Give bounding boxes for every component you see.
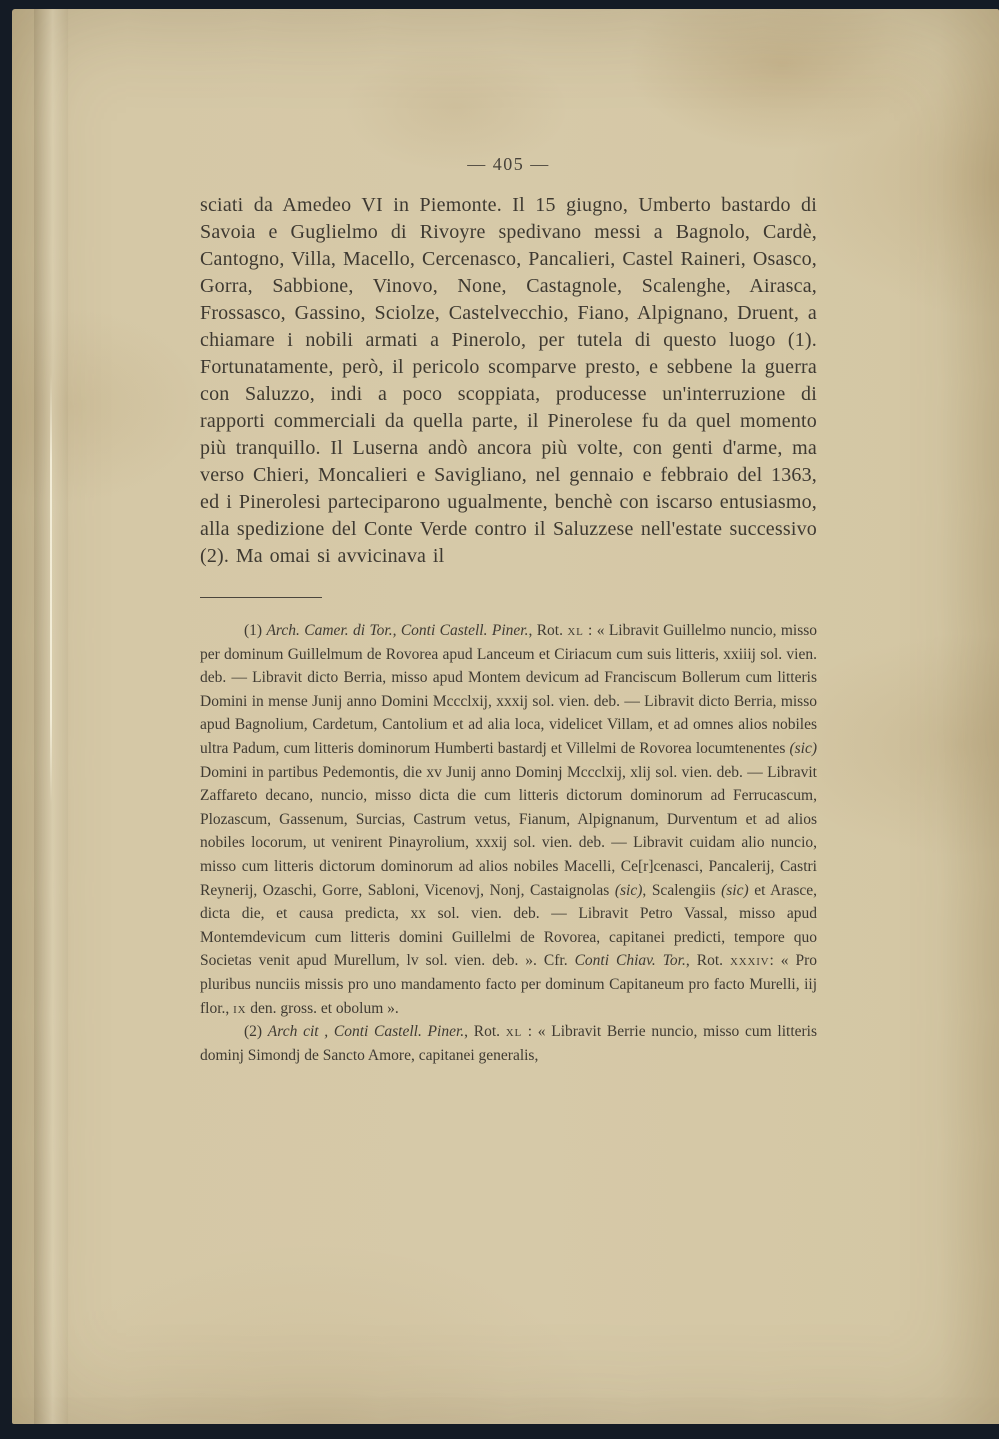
footnotes	[200, 619, 817, 1067]
footnote: (1) Arch. Camer. di Tor., Conti Castell. Piner., Rot. xl : « Libravit Guillelmo nuncio, misso per dominum Guillelmum de Rovorea apud Lanceum et Ciriacum cum suis litteris, xxiiij sol. vien. deb. — Libravit dicto Berria, misso apud Montem devicum ad Franciscum Bollerum cum litteris Domini in mense Junij anno Domini Mccclxij, xxxij sol. vien. deb. — Libravit dicto Berria, misso apud Bagnolium, Cardetum, Cantolium et ad alia loca, videlicet Villam, et ad omnes alios nobiles ultra Padum, cum litteris dominorum Humberti bastardj et Villelmi de Rovorea locumtenentes (sic) Domini in partibus Pedemontis, die xv Junij anno Dominj Mccclxij, xlij sol. vien. deb. — Libravit Zaffareto decano, nuncio, misso dicta die cum litteris dictorum dominorum ad Ferrucascum, Plozascum, Gassenum, Surcias, Castrum vetus, Fianum, Alpignanum, Durventum et ad alios nobiles locorum, ut venirent Pinayrolium, xxxij sol. vien. deb. — Libravit cuidam alio nuncio, misso cum litteris dictorum dominorum ad alios nobiles Macelli, Ce[r]cenasci, Pancalerij, Castri Reynerij, Ozaschi, Gorre, Sabloni, Vicenovj, Nonj, Castaignolas (sic), Scalengiis (sic) et Arasce, dicta die, et causa predicta, xx sol. vien. deb. — Libravit Petro Vassal, misso apud Montemdevicum cum litteris domini Guillelmi de Rovorea, capitanei predicti, tempore quo Societas venit apud Murellum, lv sol. vien. deb. ». Cfr. Conti Chiav. Tor., Rot. xxxiv: « Pro pluribus nunciis missis pro uno mandamento facto per dominum Capitaneum pro facto Murelli, iij flor., ix den. gross. et obolum ».	[200, 622, 818, 1017]
body-text: sciati da Amedeo VI in Piemonte. Il 15 giugno, Umberto bastardo di Savoia e Guglielmo di Rivoyre spedivano messi a Bagnolo, Cardè, Cantogno, Villa, Macello, Cercenasco, Pancalieri, Castel Raineri, Osasco, Gorra, Sabbione, Vinovo, None, Castagnole, Scalenghe, Airasca, Frossasco, Gassino, Sciolze, Castelvecchio, Fiano, Alpignano, Druent, a chiamare i nobili armati a Pinerolo, per tutela di questo luogo (1). Fortunatamente, però, il pericolo scomparve presto, e sebbene la guerra con Saluzzo, indi a poco scoppiata, producesse un'interruzione di rapporti commerciali da quella parte, il Pinerolese fu da quel momento più tranquillo. Il Luserna andò ancora più volte, con genti d'arme, ma verso Chieri, Moncalieri e Savigliano, nel gennaio e febbraio del 1363, ed i Pinerolesi parteciparono ugualmente, benchè con iscarso entusiasmo, alla spedizione del Conte Verde contro il Saluzzese nell'estate successivo (2). Ma omai si avvicinava il	[200, 194, 817, 567]
binding-shadow	[34, 9, 68, 1424]
binding-crease	[50, 374, 52, 804]
page-scan	[12, 9, 999, 1424]
footnote: (2) Arch cit , Conti Castell. Piner., Rot. xl : « Libravit Berrie nuncio, misso cum litteris dominj Simondj de Sancto Amore, capitanei generalis,	[200, 1023, 817, 1064]
footnote-separator	[200, 597, 322, 598]
page-content	[200, 9, 817, 1067]
page-number: — 405 —	[467, 154, 550, 174]
